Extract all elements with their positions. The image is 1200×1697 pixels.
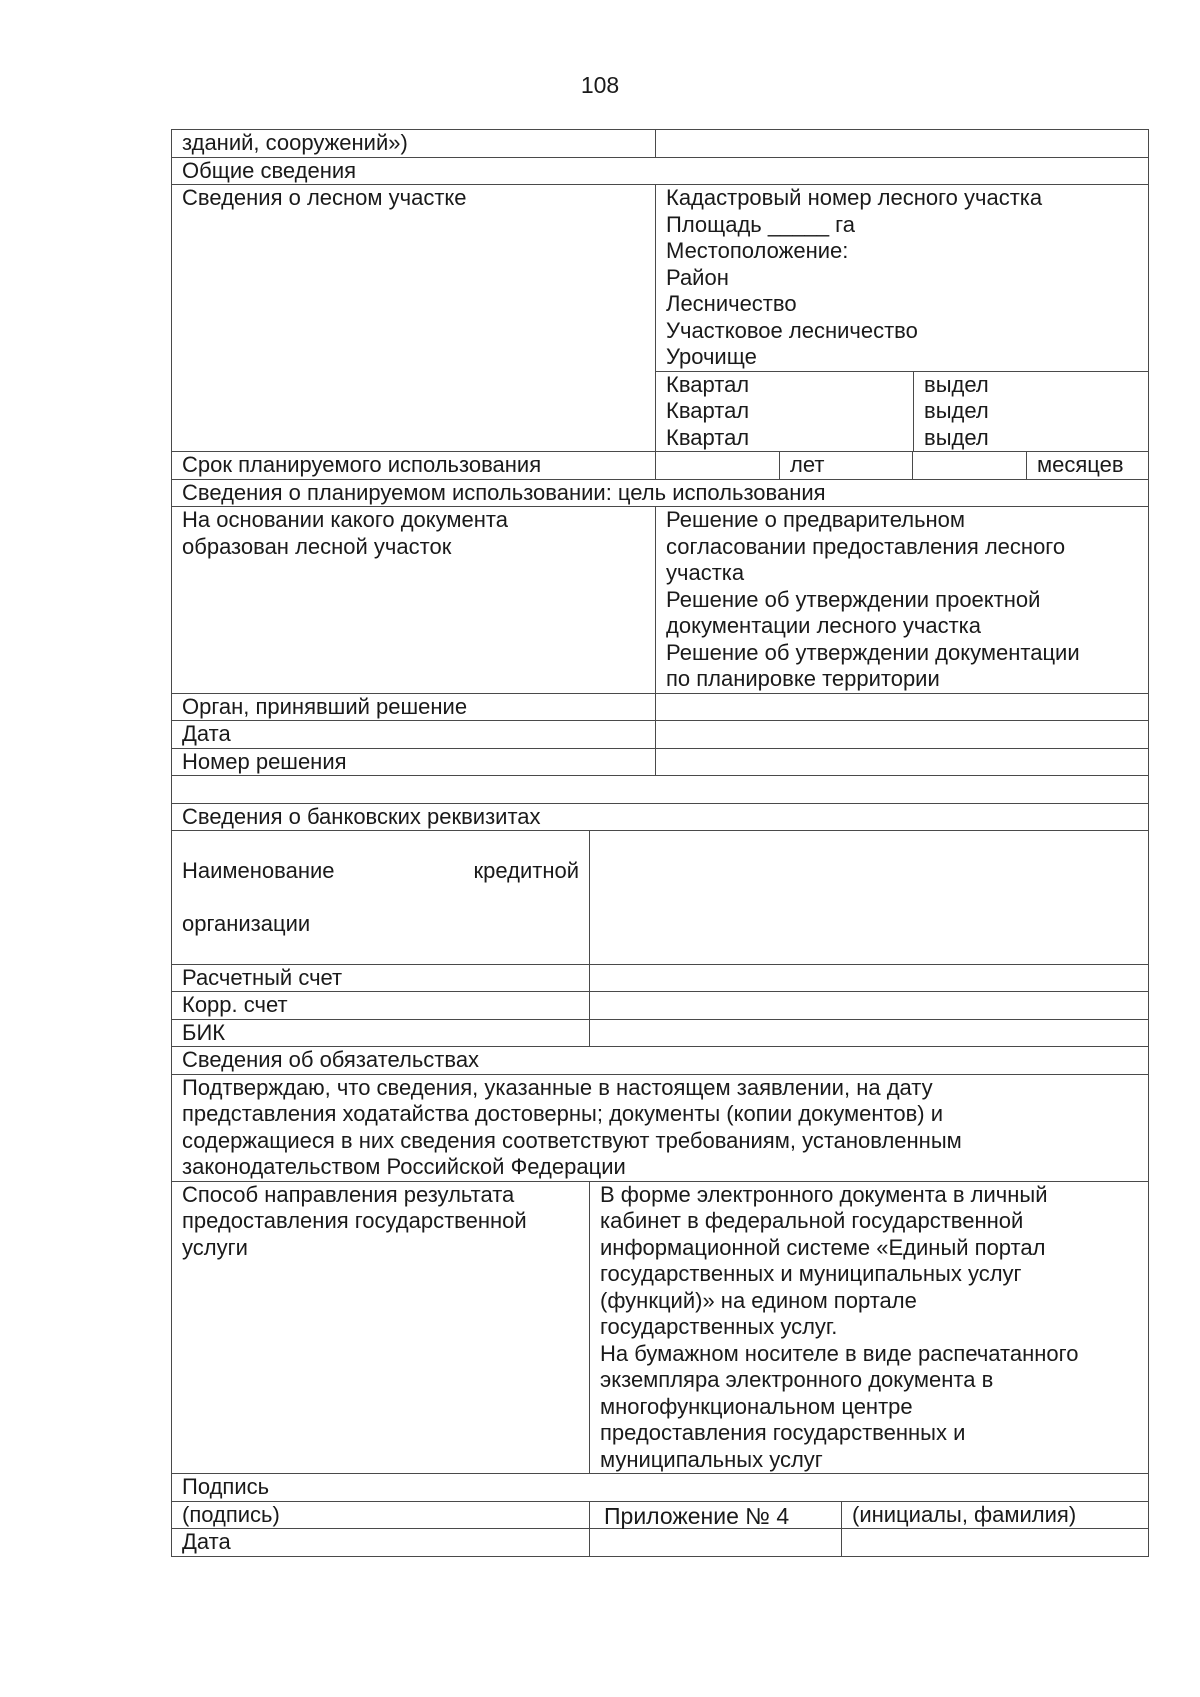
forest-plot-label: Сведения о лесном участке xyxy=(182,185,467,210)
bik-value[interactable] xyxy=(589,1020,1148,1047)
account-value[interactable] xyxy=(589,965,1148,992)
location-label: Местоположение: xyxy=(666,238,849,263)
initials-label: (инициалы, фамилия) xyxy=(841,1502,1148,1529)
sign-date-value[interactable] xyxy=(589,1529,841,1556)
delivery-label: Способ направления результата предоставления государственной услуги xyxy=(182,1181,527,1260)
forestry-label: Лесничество xyxy=(666,291,797,316)
row-basis xyxy=(172,506,1148,693)
bank-name-label xyxy=(172,831,589,964)
decision-number-label: Номер решения xyxy=(182,748,347,774)
signature-label: (подпись) xyxy=(182,1501,280,1527)
quarter-label: Квартал xyxy=(666,398,750,423)
basis-label: На основании какого документа образован лесной участок xyxy=(182,507,508,559)
decision-date-value[interactable] xyxy=(655,721,1148,748)
district-label: Район xyxy=(666,264,729,290)
bank-name-word: кредитной xyxy=(473,857,579,883)
signature-header: Подпись xyxy=(182,1474,270,1499)
sign-date-label: Дата xyxy=(182,1529,231,1554)
spacer-cell xyxy=(172,776,1148,803)
bank-name-word: Наименование xyxy=(182,857,335,883)
authority-label: Орган, принявший решение xyxy=(182,693,468,719)
buildings-cell: зданий, сооружений») xyxy=(182,130,408,155)
decision-date-label: Дата xyxy=(182,721,231,746)
row-decision-number xyxy=(172,748,1148,776)
basis-value: Решение о предварительном согласовании предоставления лесного участка Решение об утверждении проектной документации лесного участка Решение об утверждении документации по планировке территории xyxy=(655,507,1148,693)
row-obligations-text xyxy=(172,1074,1148,1181)
general-header: Общие сведения xyxy=(182,157,357,183)
row-general-header xyxy=(172,157,1148,185)
area-label: Площадь _____ га xyxy=(666,211,855,237)
row-sign-date xyxy=(172,1528,1148,1556)
forest-plot-details xyxy=(655,185,1148,451)
row-decision-date xyxy=(172,720,1148,748)
planned-use-label: Сведения о планируемом использовании: цель использования xyxy=(182,479,826,505)
page-number: 108 xyxy=(580,72,620,98)
quarter-allotment-grid xyxy=(656,371,1148,452)
row-bank-name xyxy=(172,830,1148,964)
quarter-label: Квартал xyxy=(666,371,750,397)
obligations-header: Сведения об обязательствах xyxy=(182,1047,480,1072)
row-obligations-header xyxy=(172,1046,1148,1074)
row-delivery xyxy=(172,1181,1148,1474)
term-months-label: месяцев xyxy=(1026,452,1148,479)
delivery-value: В форме электронного документа в личный кабинет в федеральной государственной информационной системе «Единый портал государственных и муниципальных услуг (функций)» на едином портале государственных услуг. На бумажном носителе в виде распечатанного экземпляра электронного документа в многофункциональном центре предоставления государственных и муниципальных услуг xyxy=(589,1182,1148,1474)
corr-account-label: Корр. счет xyxy=(182,992,288,1017)
row-term xyxy=(172,451,1148,479)
row-bik xyxy=(172,1019,1148,1047)
allotment-label: выдел xyxy=(924,371,989,397)
row-account xyxy=(172,964,1148,992)
tract-label: Урочище xyxy=(666,344,757,369)
term-years-value[interactable] xyxy=(655,452,779,479)
obligations-text: Подтверждаю, что сведения, указанные в настоящем заявлении, на дату представления ходатайства достоверны; документы (копии документов) и содержащиеся в них сведения соответствуют требованиям, установленным законодательством Российской Федерации xyxy=(182,1074,962,1179)
allotment-label: выдел xyxy=(924,424,989,450)
term-years-label: лет xyxy=(779,452,912,479)
authority-value[interactable] xyxy=(655,694,1148,721)
allotment-label: выдел xyxy=(924,398,989,423)
term-label: Срок планируемого использования xyxy=(182,452,542,477)
row-bank-header xyxy=(172,803,1148,831)
district-forestry-label: Участковое лесничество xyxy=(666,317,918,343)
appendix-caption: Приложение № 4 xyxy=(604,1503,790,1529)
sign-date-extra[interactable] xyxy=(841,1529,1148,1556)
term-months-value[interactable] xyxy=(912,452,1026,479)
corr-account-value[interactable] xyxy=(589,992,1148,1019)
row-authority xyxy=(172,693,1148,721)
row-signature-header xyxy=(172,1473,1148,1501)
application-form-table xyxy=(171,129,1149,1557)
row-corr-account xyxy=(172,991,1148,1019)
quarter-label: Квартал xyxy=(666,424,750,450)
bank-name-value[interactable] xyxy=(589,831,1148,964)
buildings-value-cell[interactable] xyxy=(655,130,1148,157)
row-forest-plot xyxy=(172,184,1148,451)
row-planned-use xyxy=(172,479,1148,507)
bank-name-line2: организации xyxy=(182,910,311,936)
bank-header: Сведения о банковских реквизитах xyxy=(182,803,541,829)
row-spacer xyxy=(172,775,1148,803)
cadastral-number-label: Кадастровый номер лесного участка xyxy=(666,185,1043,210)
account-label: Расчетный счет xyxy=(182,964,343,990)
bik-label: БИК xyxy=(182,1019,226,1045)
row-buildings xyxy=(172,130,1148,157)
decision-number-value[interactable] xyxy=(655,749,1148,776)
